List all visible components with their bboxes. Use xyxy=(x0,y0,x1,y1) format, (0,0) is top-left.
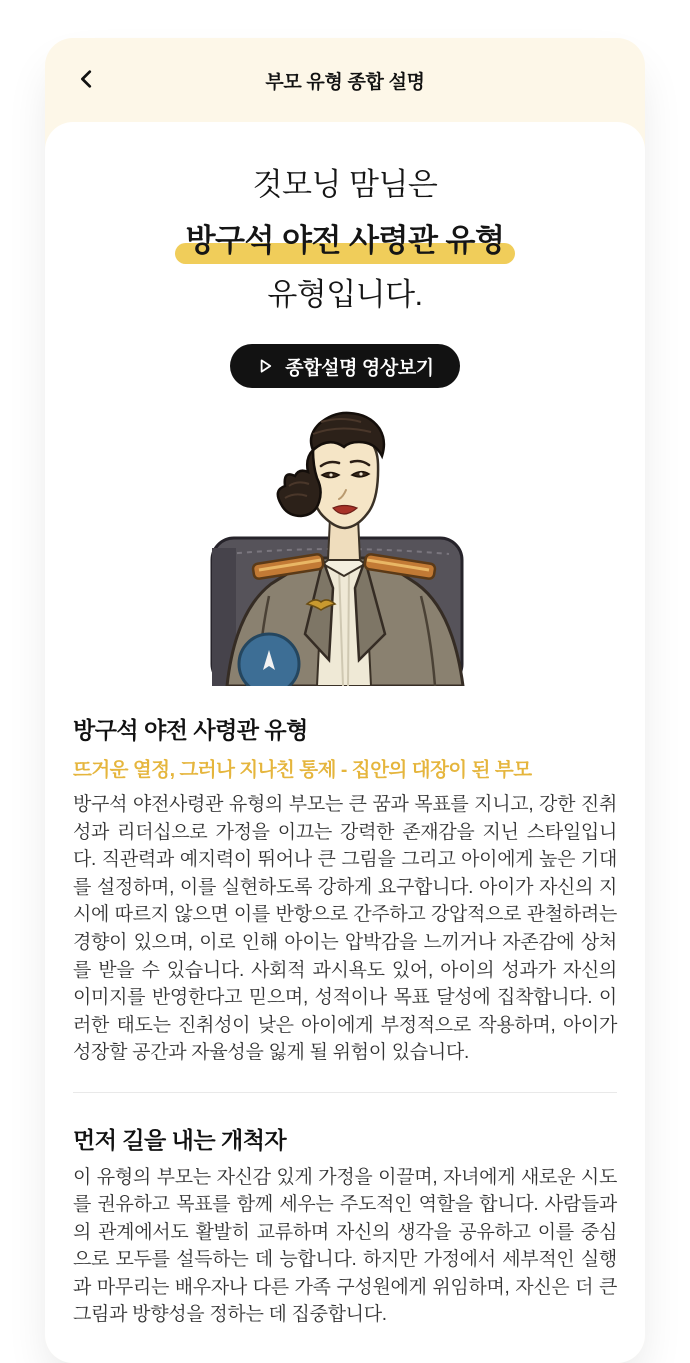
section-body-text: 방구석 야전사령관 유형의 부모는 큰 꿈과 목표를 지니고, 강한 진취성과 리더십으로 가정을 이끄는 강력한 존재감을 지닌 스타일입니다. 직관력과 예지력이 뛰어나 큰 그림을 그리고 아이에게 높은 기대를 설정하며, 이를 실현하도록 강하게 요구합니다. 아이가 자신의 지시에 따르지 않으면 이를 반항으로 간주하고 강압적으로 관철하려는 경향이 있으며, 이로 인해 아이는 압박감을 느끼거나 자존감에 상처를 받을 수 있습니다. 사회적 과시욕도 있어, 아이의 성과가 자신의 이미지를 반영한다고 믿으며, 성적이나 목표 달성에 집착합니다. 이러한 태도는 진취성이 낮은 아이에게 부정적으로 작용하며, 아이가 성장할 공간과 자율성을 잃게 될 위험이 있습니다. xyxy=(73,794,617,1064)
hero-type-line xyxy=(73,222,617,261)
section-divider xyxy=(73,1092,617,1093)
section-pioneer xyxy=(73,1122,617,1329)
bottom-spacer xyxy=(73,1329,617,1345)
play-icon xyxy=(256,357,274,375)
chevron-left-icon xyxy=(76,68,98,93)
video-button[interactable] xyxy=(230,344,460,388)
section-heading: 방구석 야전 사령관 유형 xyxy=(73,717,308,744)
page-title: 부모 유형 종합 설명 xyxy=(265,71,425,93)
app-screen xyxy=(45,38,645,1363)
app-bar xyxy=(45,38,645,122)
illustration-wrap xyxy=(73,398,617,686)
section-type-description xyxy=(73,712,617,1066)
back-button[interactable] xyxy=(67,60,107,100)
section-body-text: 이 유형의 부모는 자신감 있게 가정을 이끌며, 자녀에게 새로운 시도를 권유하고 목표를 함께 세우는 주도적인 역할을 합니다. 사람들과의 관계에서도 활발히 교류하며 자신의 생각을 공유하고 이를 중심으로 모두를 설득하는 데 능합니다. 하지만 가정에서 세부적인 실행과 마무리는 배우자나 다른 가족 구성원에게 위임하며, 자신은 더 큰 그림과 방향성을 정하는 데 집중합니다. xyxy=(73,1166,617,1326)
hero-greeting: 것모닝 맘님은 xyxy=(252,167,438,202)
section-subtitle: 뜨거운 열정, 그러나 지나친 통제 - 집안의 대장이 된 부모 xyxy=(73,759,532,782)
hero-section xyxy=(73,166,617,686)
hero-suffix: 유형입니다. xyxy=(267,276,423,312)
section-heading: 먼저 길을 내는 개척자 xyxy=(73,1126,287,1153)
highlighted-type-name: 방구석 야전 사령관 유형 xyxy=(182,222,509,261)
content-card xyxy=(45,122,645,1363)
video-button-label: 종합설명 영상보기 xyxy=(285,357,434,379)
commander-mother-illustration xyxy=(209,398,481,686)
